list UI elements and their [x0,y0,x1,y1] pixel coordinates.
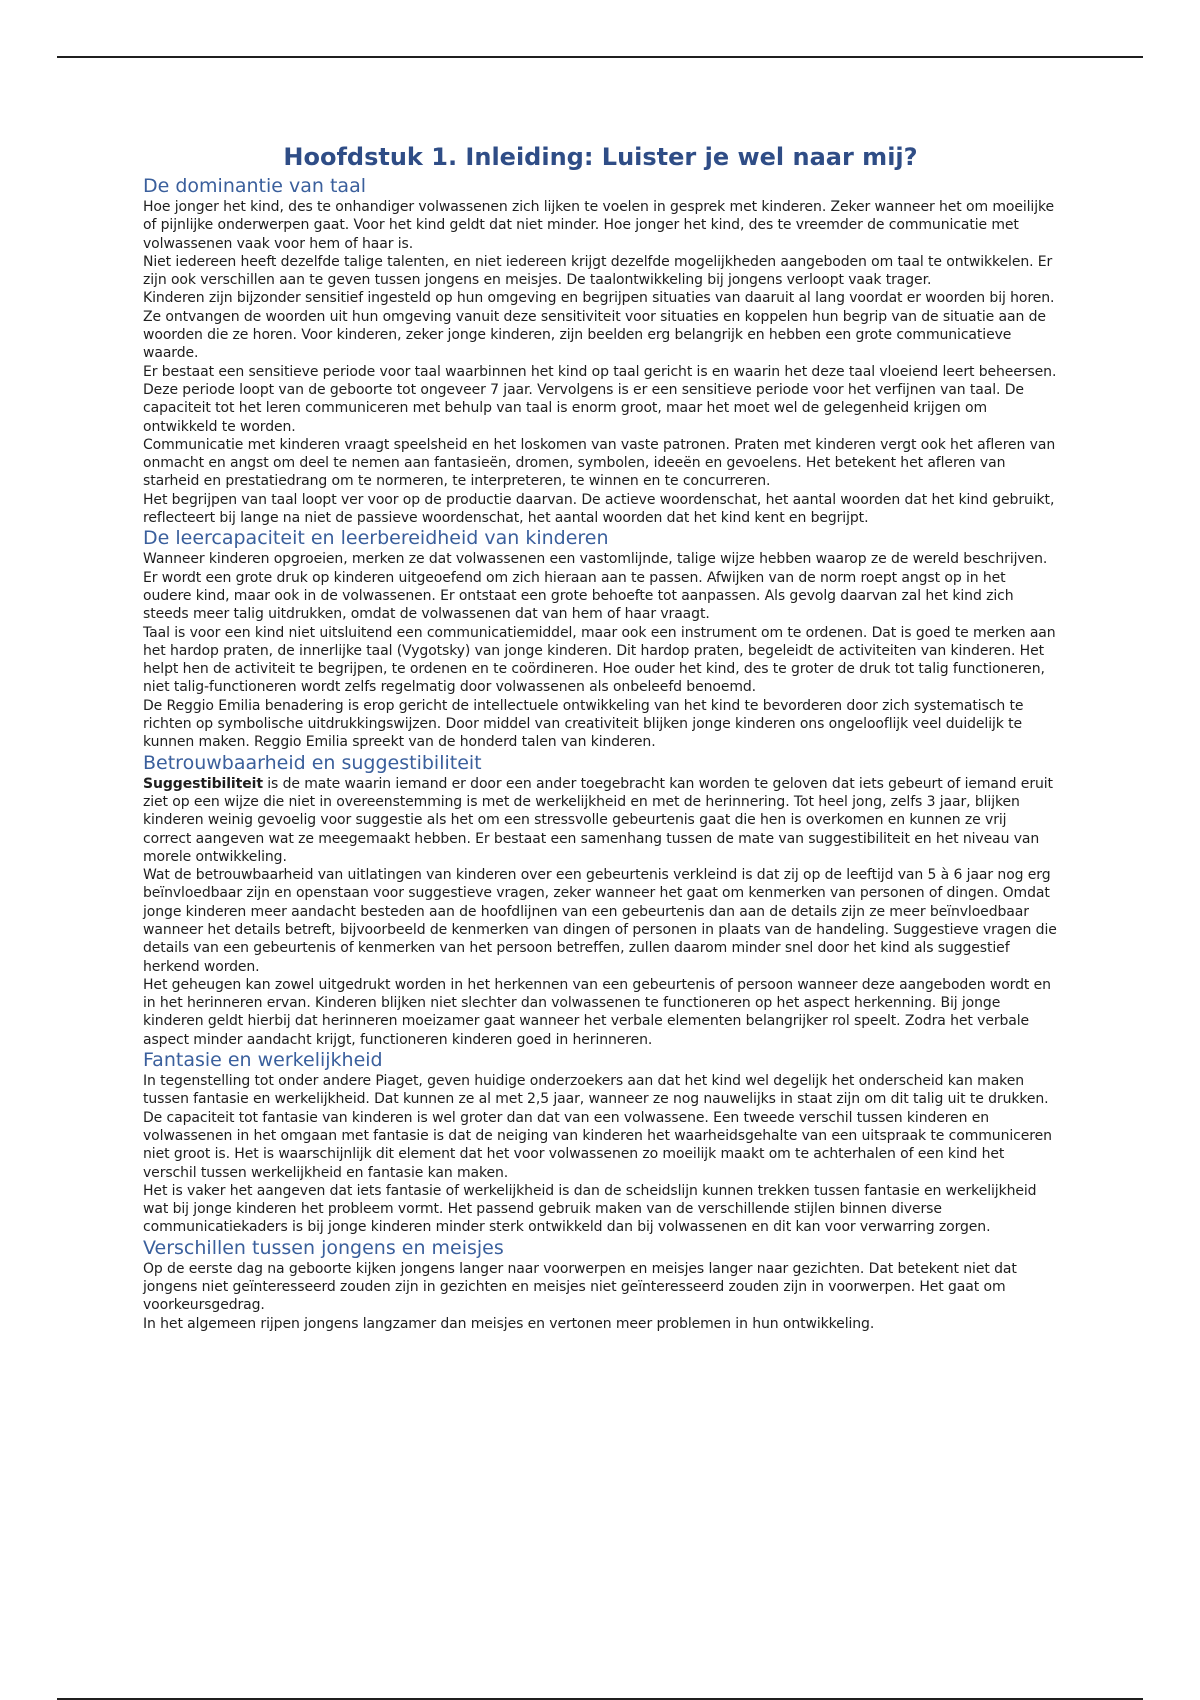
paragraph-text: is de mate waarin iemand er door een ander toegebracht kan worden te geloven dat iets gebeurt of iemand eruit ziet op een wijze die niet in overeenstemming is met de werkelijkheid en met de herinnering. Tot heel jong, zelfs 3 jaar, blijken kinderen weinig gevoelig voor suggestie als het om een stressvolle gebeurtenis gaat die hen is overkomen en kunnen ze vrij correct aangeven wat ze meegemaakt hebben. Er bestaat een samenhang tussen de mate van suggestibiliteit en het niveau van morele ontwikkeling. [143,775,1053,865]
chapter-title: Hoofdstuk 1. Inleiding: Luister je wel naar mij? [283,143,918,171]
bold-term: Suggestibiliteit [143,775,263,792]
paragraph: Niet iedereen heeft dezelfde talige talenten, en niet iedereen krijgt dezelfde mogelijkheden aangeboden om taal te ontwikkelen. Er zijn ook verschillen aan te geven tussen jongens en meisjes. De taalontwikkeling bij jongens verloopt vaak trager. [143,253,1053,289]
paragraph: Op de eerste dag na geboorte kijken jongens langer naar voorwerpen en meisjes langer naar gezichten. Dat betekent niet dat jongens niet geïnteresseerd zouden zijn in gezichten en meisjes niet geïnteresseerd zouden zijn in voorwerpen. Het gaat om voorkeursgedrag. [143,1260,1017,1314]
paragraph: Communicatie met kinderen vraagt speelsheid en het loskomen van vaste patronen. Praten met kinderen vergt ook het afleren van onmacht en angst om deel te nemen aan fantasieën, dromen, symbolen, ideeën en gevoelens. Het betekent het afleren van starheid en prestatiedrang om te normeren, te interpreteren, te winnen en te concurreren. [143,436,1056,490]
paragraph: Wat de betrouwbaarheid van uitlatingen van kinderen over een gebeurtenis verkleind is dat zij op de leeftijd van 5 à 6 jaar nog erg beïnvloedbaar zijn en openstaan voor suggestieve vragen, zeker wanneer het gaat om kenmerken van personen of dingen. Omdat jonge kinderen meer aandacht besteden aan de hoofdlijnen van een gebeurtenis dan aan de details zijn ze meer beïnvloedbaar wanneer het details betreft, bijvoorbeeld de kenmerken van dingen of personen in plaats van de handeling. Suggestieve vragen die details van een gebeurtenis of kenmerken van het persoon betreffen, zullen daarom minder snel door het kind als suggestief herkend worden. [143,867,1057,975]
paragraph: Er bestaat een sensitieve periode voor taal waarbinnen het kind op taal gericht is en waarin het deze taal vloeiend leert beheersen. Deze periode loopt van de geboorte tot ongeveer 7 jaar. Vervolgens is er een sensitieve periode voor het verfijnen van taal. De capaciteit tot het leren communiceren met behulp van taal is enorm groot, maar het moet wel de gelegenheid krijgen om ontwikkeld te worden. [143,363,1057,435]
paragraph: Het is vaker het aangeven dat iets fantasie of werkelijkheid is dan de scheidslijn kunnen trekken tussen fantasie en werkelijkheid wat bij jonge kinderen het probleem vormt. Het passend gebruik maken van de verschillende stijlen binnen diverse communicatiekaders is bij jonge kinderen minder sterk ontwikkeld dan bij volwassenen en dit kan voor verwarring zorgen. [143,1182,1037,1236]
paragraph: Kinderen zijn bijzonder sensitief ingesteld op hun omgeving en begrijpen situaties van daaruit al lang voordat er woorden bij horen. Ze ontvangen de woorden uit hun omgeving vanuit deze sensitiviteit voor situaties en koppelen hun begrip van de situatie aan de woorden die ze horen. Voor kinderen, zeker jonge kinderen, zijn beelden erg belangrijk en hebben een grote communicatieve waarde. [143,290,1055,362]
paragraph: De Reggio Emilia benadering is erop gericht de intellectuele ontwikkeling van het kind te bevorderen door zich systematisch te richten op symbolische uitdrukkingswijzen. Door middel van creativiteit blijken jonge kinderen ons ongelooflijk veel duidelijk te kunnen maken. Reggio Emilia spreekt van de honderd talen van kinderen. [143,697,1024,751]
section-heading: De leercapaciteit en leerbereidheid van kinderen [143,527,609,550]
paragraph: Taal is voor een kind niet uitsluitend een communicatiemiddel, maar ook een instrument om te ordenen. Dat is goed te merken aan het hardop praten, de innerlijke taal (Vygotsky) van jonge kinderen. Dit hardop praten, begeleidt de activiteiten van kinderen. Het helpt hen de activiteit te begrijpen, te ordenen en te coördineren. Hoe ouder het kind, des te groter de druk tot talig functioneren, niet talig-functioneren wordt zelfs regelmatig door volwassenen als onbeleefd benoemd. [143,624,1056,696]
section-heading: Betrouwbaarheid en suggestibiliteit [143,751,482,774]
paragraph: Het geheugen kan zowel uitgedrukt worden in het herkennen van een gebeurtenis of persoon wanneer deze aangeboden wordt en in het herinneren ervan. Kinderen blijken niet slechter dan volwassenen te functioneren op het aspect herkenning. Bij jonge kinderen geldt hierbij dat herinneren moeizamer gaat wanneer het verbale elementen belangrijker rol speelt. Zodra het verbale aspect minder aandacht krijgt, functioneren kinderen goed in herinneren. [143,976,1051,1048]
section-heading: Fantasie en werkelijkheid [143,1049,383,1072]
paragraph: In tegenstelling tot onder andere Piaget, geven huidige onderzoekers aan dat het kind wel degelijk het onderscheid kan maken tussen fantasie en werkelijkheid. Dat kunnen ze al met 2,5 jaar, wanneer ze nog nauwelijks in staat zijn om dit talig uit te drukken. De capaciteit tot fantasie van kinderen is wel groter dan dat van een volwassene. Een tweede verschil tussen kinderen en volwassenen in het omgaan met fantasie is dat de neiging van kinderen het waarheidsgehalte van een uitspraak te communiceren niet groot is. Het is waarschijnlijk dit element dat het voor volwassenen zo moeilijk maakt om te achterhalen of een kind het verschil tussen werkelijkheid en fantasie kan maken. [143,1073,1052,1181]
section-heading: De dominantie van taal [143,175,366,197]
paragraph: Hoe jonger het kind, des te onhandiger volwassenen zich lijken te voelen in gesprek met kinderen. Zeker wanneer het om moeilijke of pijnlijke onderwerpen gaat. Voor het kind geldt dat niet minder. Hoe jonger het kind, des te vreemder de communicatie met volwassenen vaak voor hem of haar is. [143,199,1055,252]
paragraph: Wanneer kinderen opgroeien, merken ze dat volwassenen een vastomlijnde, talige wijze hebben waarop ze de wereld beschrijven. Er wordt een grote druk op kinderen uitgeoefend om zich hieraan aan te passen. Afwijken van de norm roept angst op in het oudere kind, maar ook in de volwassenen. Er ontstaat een grote behoefte tot aanpassen. Als gevolg daarvan zal het kind zich steeds meer talig uitdrukken, omdat de volwassenen dat van hem of haar vraagt. [143,551,1048,623]
document-body [143,141,1058,1333]
section-heading: Verschillen tussen jongens en meisjes [143,1236,504,1259]
paragraph: Het begrijpen van taal loopt ver voor op de productie daarvan. De actieve woordenschat, het aantal woorden dat het kind gebruikt, reflecteert bij lange na niet de passieve woordenschat, het aantal woorden dat het kind kent en begrijpt. [143,491,1055,527]
paragraph: In het algemeen rijpen jongens langzamer dan meisjes en vertonen meer problemen in hun ontwikkeling. [143,1315,875,1332]
header-rule [57,56,1143,58]
paragraph [143,775,1058,866]
